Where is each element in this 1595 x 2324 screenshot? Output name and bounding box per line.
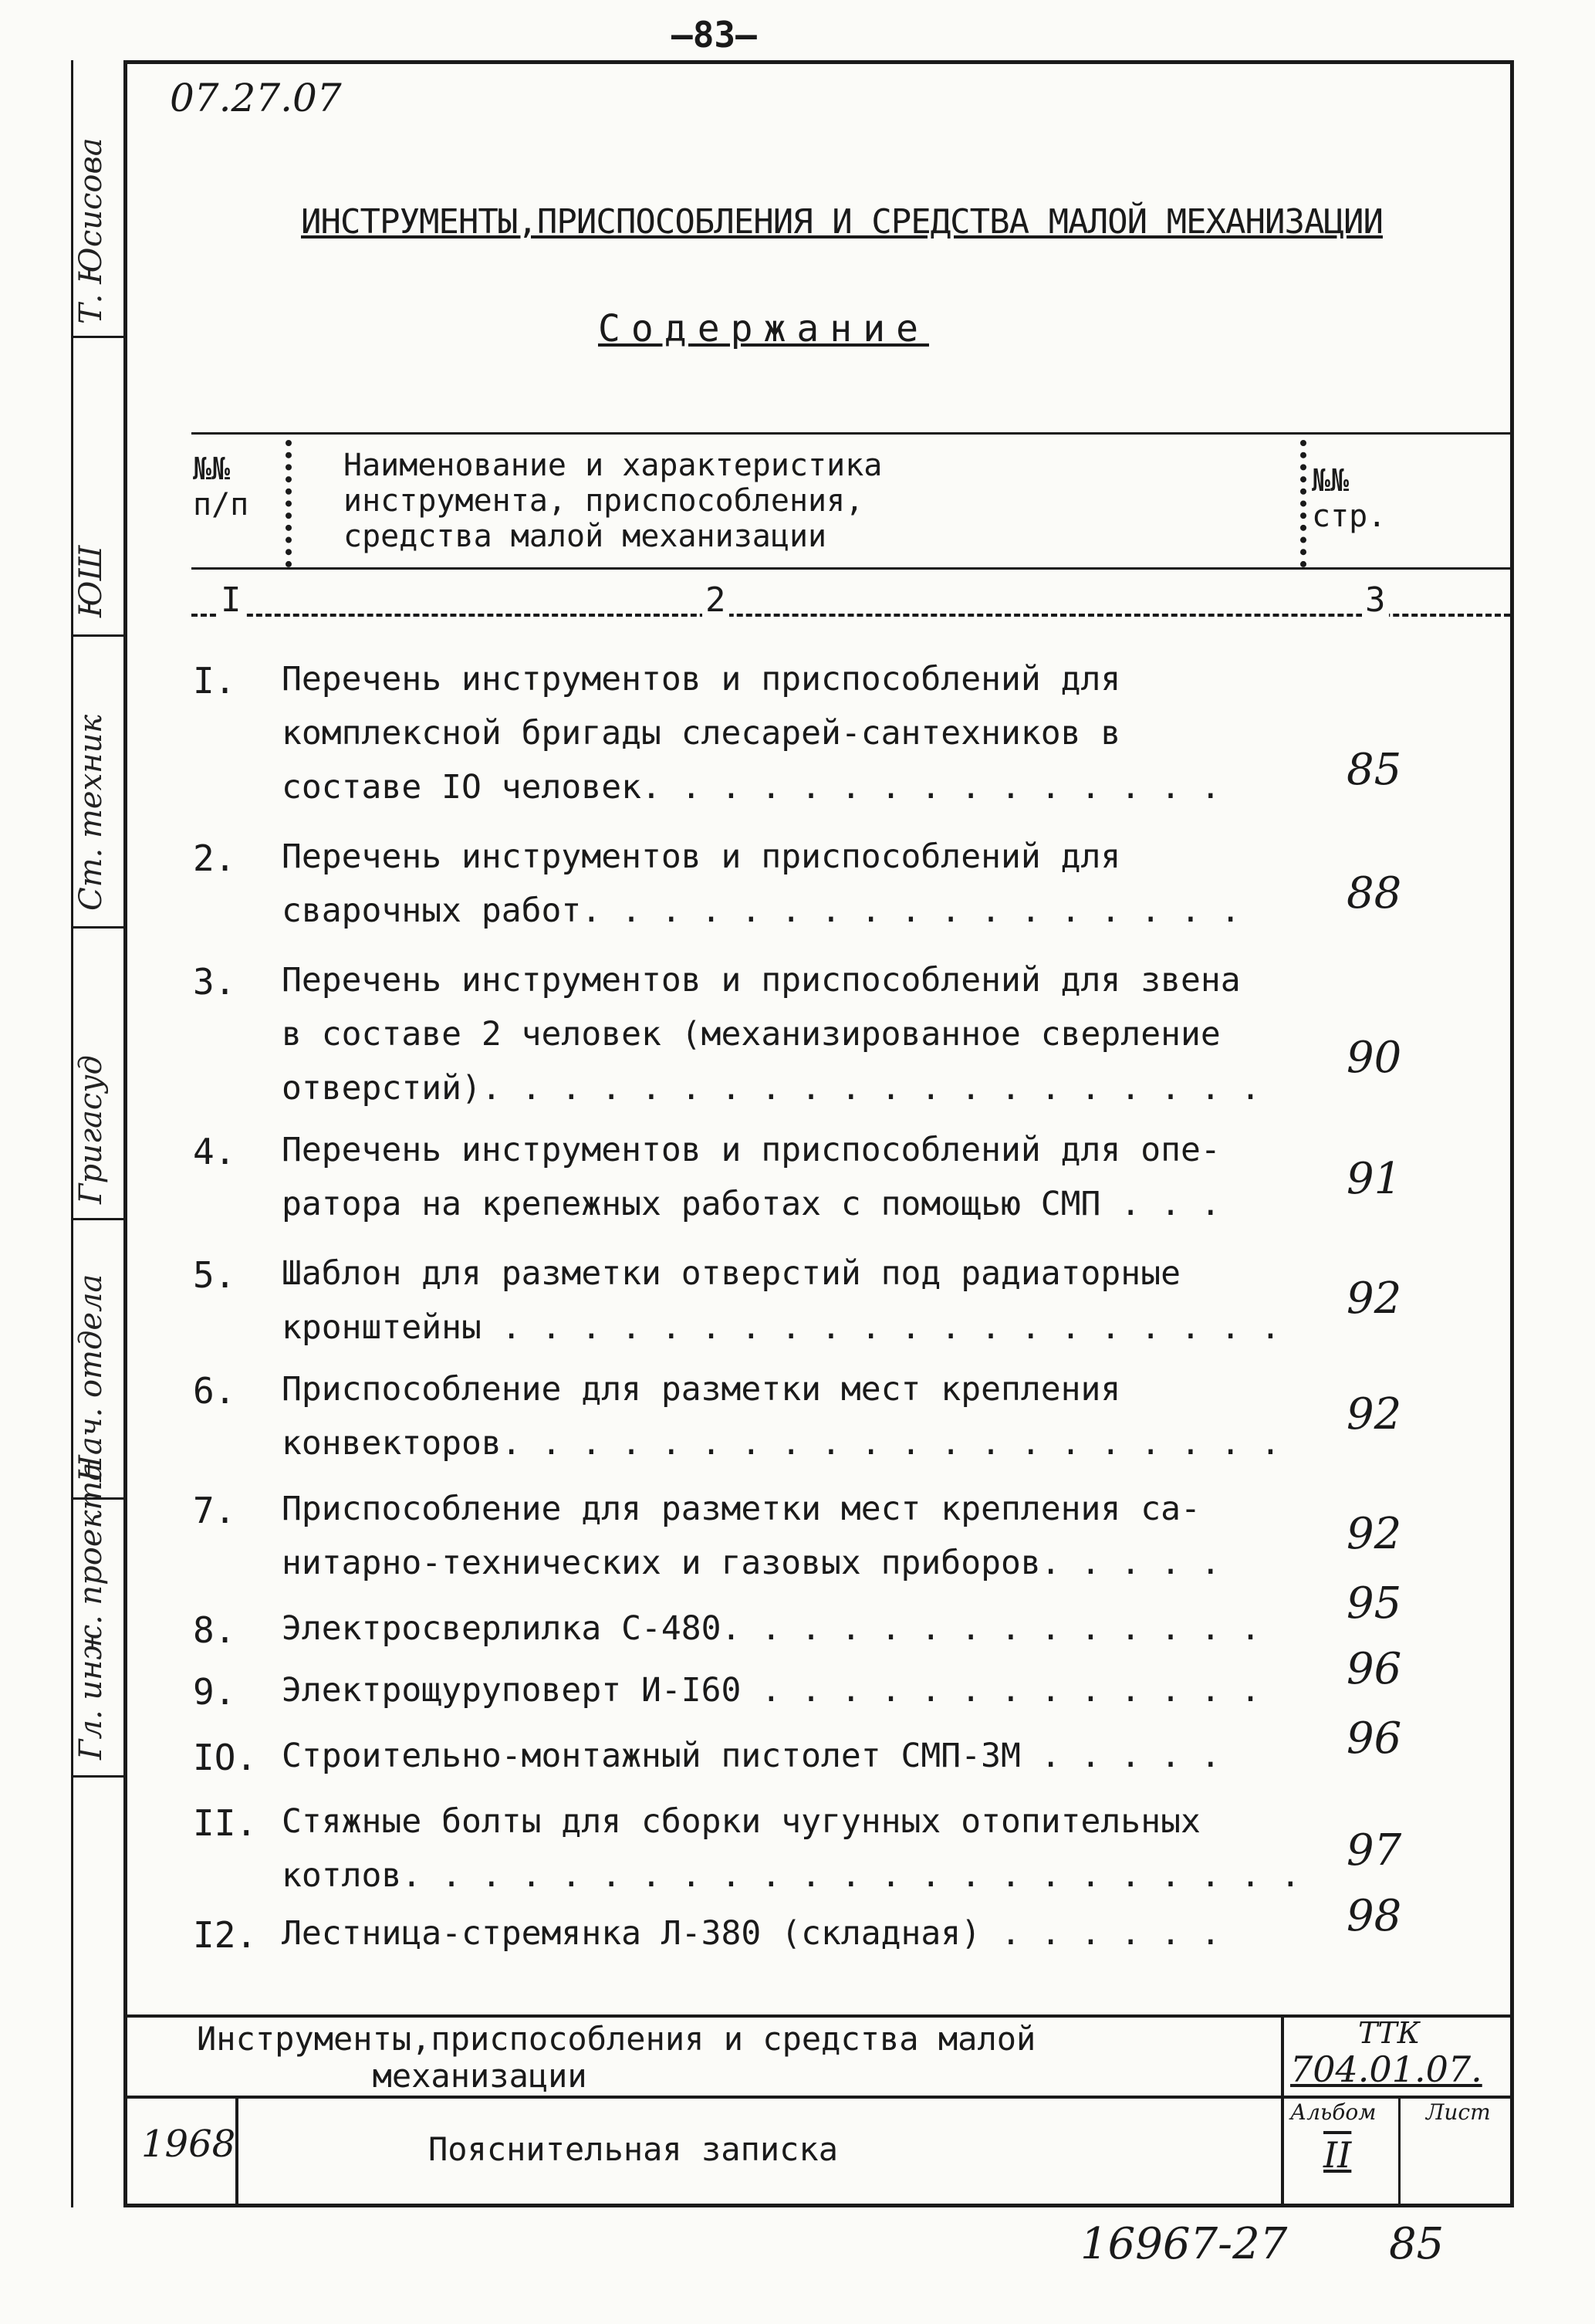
table-header-top-rule	[191, 432, 1510, 435]
entry-page: 92	[1347, 1274, 1402, 1324]
entry-page: 92	[1347, 1509, 1402, 1559]
entry-page: 96	[1347, 1644, 1402, 1694]
entry-number: 5.	[193, 1254, 236, 1296]
document-title: ИНСТРУМЕНТЫ,ПРИСПОСОБЛЕНИЯ И СРЕДСТВА МАЛОЙ МЕХАНИЗАЦИИ	[301, 202, 1383, 242]
margin-sep-3	[71, 926, 125, 929]
entry-number: 3.	[193, 961, 236, 1003]
header-separator-2	[1300, 440, 1306, 567]
stamp-year: 1968	[141, 2123, 236, 2166]
entry-number: 2.	[193, 837, 236, 879]
header-col-number: №№ п/п	[193, 452, 249, 523]
entry-text: Электросверлилка С-480. . . . . . . . . . . . . .	[282, 1609, 1261, 1648]
column-number-3: 3	[1362, 580, 1389, 620]
header-col-page: №№ стр.	[1312, 463, 1387, 534]
entry-text: Перечень инструментов и приспособлений для комплексной бригады слесарей-сантехников в составе IO человек. . . . . . . . . . . . . . .	[282, 660, 1221, 807]
entry-page: 92	[1347, 1389, 1402, 1439]
frame-bottom	[123, 2204, 1514, 2207]
margin-sep-1	[71, 336, 125, 338]
entry-text: Перечень инструментов и приспособлений для сварочных работ. . . . . . . . . . . . . . . . .	[282, 837, 1241, 930]
stamp-year-divider	[235, 2096, 238, 2207]
stamp-sheet-label: Лист	[1426, 2099, 1491, 2125]
stamp-code: 704.01.07.	[1290, 2048, 1482, 2090]
side-signature-4: Григасуд	[73, 1055, 109, 1204]
stamp-top-rule	[123, 2014, 1514, 2018]
frame-left	[123, 60, 127, 2207]
footer-code: 16967-27	[1080, 2219, 1288, 2269]
stamp-middle-rule	[123, 2096, 1514, 2099]
entry-number: II.	[193, 1802, 258, 1844]
column-number-1: I	[218, 580, 245, 620]
side-signature-3: Ст. техник	[73, 714, 109, 911]
side-signature-5: Нач. отдела	[73, 1274, 109, 1482]
entry-text: Строительно-монтажный пистолет СМП-3М . . . . .	[282, 1737, 1221, 1775]
entry-number: I2.	[193, 1914, 258, 1956]
column-number-dashes	[191, 614, 1510, 617]
stamp-title: Инструменты,приспособления и средства малой механизации	[197, 2020, 1036, 2095]
margin-sep-6	[71, 1775, 125, 1778]
header-separator-1	[286, 440, 292, 567]
stamp-sheet-divider	[1398, 2096, 1401, 2207]
entry-number: I.	[193, 660, 236, 702]
entry-page: 91	[1347, 1154, 1402, 1204]
entry-text: Шаблон для разметки отверстий под радиаторные кронштейны . . . . . . . . . . . . . . . . . . . .	[282, 1254, 1281, 1347]
page-number: —83—	[671, 14, 757, 56]
entry-number: IO.	[193, 1737, 258, 1778]
entry-page: 97	[1347, 1825, 1402, 1876]
stamp-right-divider	[1281, 2014, 1284, 2207]
entry-page: 98	[1347, 1891, 1402, 1941]
side-signature-2: ЮШ	[73, 545, 109, 617]
entry-text: Приспособление для разметки мест крепления са- нитарно-технических и газовых приборов. . . . .	[282, 1490, 1221, 1582]
footer-page: 85	[1389, 2219, 1445, 2269]
margin-sep-4	[71, 1218, 125, 1220]
table-header-bottom-rule	[191, 567, 1510, 570]
entry-page: 95	[1347, 1578, 1402, 1629]
entry-text: Перечень инструментов и приспособлений для звена в составе 2 человек (механизированное сверление отверстий). . . . . . . . . . . . . . . . . . . .	[282, 961, 1261, 1108]
entry-text: Приспособление для разметки мест крепления конвекторов. . . . . . . . . . . . . . . . . . . .	[282, 1370, 1281, 1463]
entry-text: Перечень инструментов и приспособлений для опе- ратора на крепежных работах с помощью СМП . . .	[282, 1131, 1221, 1223]
entry-page: 88	[1347, 868, 1402, 918]
entry-number: 7.	[193, 1490, 236, 1531]
entry-number: 9.	[193, 1671, 236, 1713]
side-signature-1: Т. Юсисова	[73, 137, 109, 324]
contents-heading: Содержание	[598, 307, 929, 350]
stamp-album-label: Альбом	[1290, 2099, 1377, 2125]
entry-page: 90	[1347, 1033, 1402, 1083]
entry-text: Электрощуруповерт И-I60 . . . . . . . . . . . . .	[282, 1671, 1261, 1710]
stamp-album-value: II	[1323, 2134, 1352, 2176]
entry-number: 6.	[193, 1370, 236, 1412]
stamp-code-label: ТТК	[1358, 2016, 1421, 2050]
entry-page: 96	[1347, 1713, 1402, 1764]
frame-right	[1510, 60, 1514, 2207]
entry-text: Лестница-стремянка Л-380 (складная) . . . . . .	[282, 1914, 1221, 1953]
side-signature-6: Гл. инж. проекта	[73, 1462, 109, 1760]
header-col-name: Наименование и характеристика инструмента, приспособления, средства малой механизации	[343, 448, 883, 554]
document-code: 07.27.07	[170, 76, 342, 120]
entry-text: Стяжные болты для сборки чугунных отопительных котлов. . . . . . . . . . . . . . . . . . . . . . .	[282, 1802, 1301, 1895]
stamp-subtitle: Пояснительная записка	[428, 2130, 839, 2168]
entry-page: 85	[1347, 745, 1402, 795]
margin-sep-2	[71, 634, 125, 637]
entry-number: 4.	[193, 1131, 236, 1172]
column-number-2: 2	[702, 580, 729, 620]
frame-top	[123, 60, 1514, 64]
entry-number: 8.	[193, 1609, 236, 1651]
